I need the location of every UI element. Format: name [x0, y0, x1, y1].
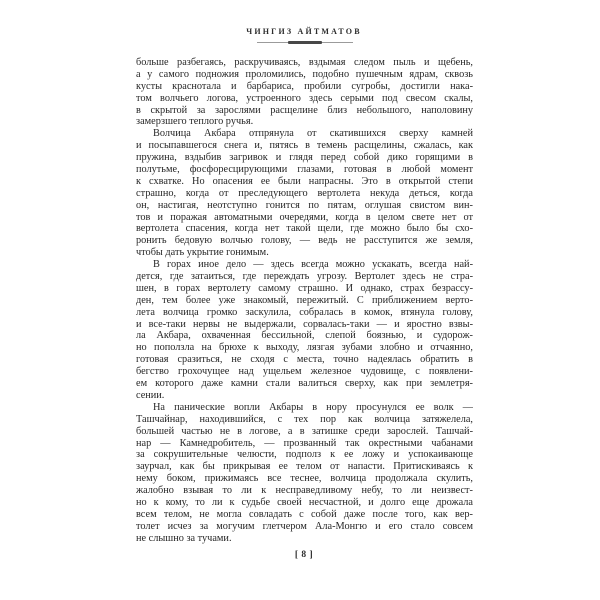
text-line: В горах иное дело — здесь всегда можно ускакать, всегда най-: [153, 259, 473, 271]
thick-rule: [288, 41, 322, 44]
text-line: полутьме, фосфоресцирующими глазами, готовая в любой момент: [136, 164, 473, 176]
text-line: он, настигая, неотступно гонится по пятам, оглушая свистом вин-: [136, 199, 473, 211]
text-line: ронить бедовую волчью голову, — ведь не расступится же земля,: [136, 235, 473, 247]
text-line: нар — Камнедробитель, — прозванный так окрестными чабанами: [136, 437, 473, 449]
text-line: шен, в горах вертолету самому страшно. И однако, страх безрассу-: [136, 282, 473, 294]
text-line: ла Акбара, охваченная бессильной, слепой боязнью, и судорож-: [136, 330, 473, 342]
text-line: На панические вопли Акбары в нору просунулся ее волк —: [153, 401, 473, 413]
text-line: дется, где затаиться, где переждать угрозу. Вертолет здесь не стра-: [136, 271, 473, 283]
header-ornament: [257, 41, 353, 44]
text-line: замерзшего теплого ручья.: [136, 116, 254, 128]
text-line: пружина, вздыбив загривок и глядя перед собой дико горящими в: [136, 152, 473, 164]
text-line: но к кому, то ли к судьбе своей несчастной, и долго еще дрожала: [136, 496, 473, 508]
text-line: вертолета спасения, когда нет такой щели, где можно было бы схо-: [136, 223, 473, 235]
body-text: [136, 57, 473, 545]
text-line: лета волчица громко заскулила, собралась в комок, втянула голову,: [136, 306, 473, 318]
text-line: кусты краснотала и барбариса, пробили сугробы, достигли нака-: [136, 80, 473, 92]
text-line: и все-таки нервы не выдержали, сорвалась-таки — и яростно взвы-: [136, 318, 473, 330]
text-line: большей частью не в логове, а в затишке среди зарослей. Ташчай-: [136, 425, 473, 437]
text-line: за сокрушительные челюсти, подполз к ее ложу и успокаивающе: [136, 449, 473, 461]
text-line: бегство грохочущее над ущельем железное чудовище, с появлени-: [136, 366, 473, 378]
text-line: Волчица Акбара отпрянула от скатившихся сверху камней: [153, 128, 473, 140]
text-line: в скрытой за зарослями расщелине близ небольшого, наполовину: [136, 104, 473, 116]
text-line: Ташчайнар, находившийся, с тех пор как волчица затяжелела,: [136, 413, 473, 425]
text-line: жалобно взывая то ли к несправедливому небу, то ли неизвест-: [136, 485, 473, 497]
text-line: не слышно за тучами.: [136, 532, 232, 544]
text-line: том волчьего логова, устроенного здесь серыми под свесом скалы,: [136, 92, 473, 104]
text-line: страшно, когда от преследующего вертолета некуда деться, когда: [136, 187, 473, 199]
text-line: толет исчез за могучим глетчером Ала-Монгю и его стало совсем: [136, 520, 473, 532]
text-line: готовая сразиться, не сходя с места, точно надеялась обратить в: [136, 354, 473, 366]
text-line: заурчал, как бы прикрывая ее телом от напасти. Притискиваясь к: [136, 461, 473, 473]
text-line: тов и поражая автоматными очередями, когда в целом свете нет от: [136, 211, 473, 223]
text-line: нему боком, прижимаясь все теснее, волчица продолжала скулить,: [136, 473, 473, 485]
text-line: а у самого подножия проломились, подобно пушечным ядрам, сквозь: [136, 68, 473, 80]
text-line: но поползла на брюхе к выходу, лязгая зубами злобно и отчаянно,: [136, 342, 473, 354]
text-line: и посыпавшегося снега и, пятясь в темень расщелины, сжалась, как: [136, 140, 473, 152]
text-line: больше разбегаясь, раскручиваясь, вздымая следом пыль и щебень,: [136, 57, 473, 68]
page-number: [ 8 ]: [294, 550, 314, 560]
text-line: ем которого даже камни стали валиться сверху, как при землетря-: [136, 378, 473, 390]
text-line: к схватке. Но опасения ее были напрасны. Это в открытой степи: [136, 175, 473, 187]
text-line: всем телом, не могла совладать с собой даже после того, как вер-: [136, 508, 473, 520]
running-header: ЧИНГИЗ АЙТМАТОВ: [246, 27, 362, 36]
text-line: сении.: [136, 389, 165, 401]
text-line: чтобы дать укрытие гонимым.: [136, 247, 269, 259]
text-line: ден, тем более уже знакомый, пережитый. С приближением верто-: [136, 294, 473, 306]
